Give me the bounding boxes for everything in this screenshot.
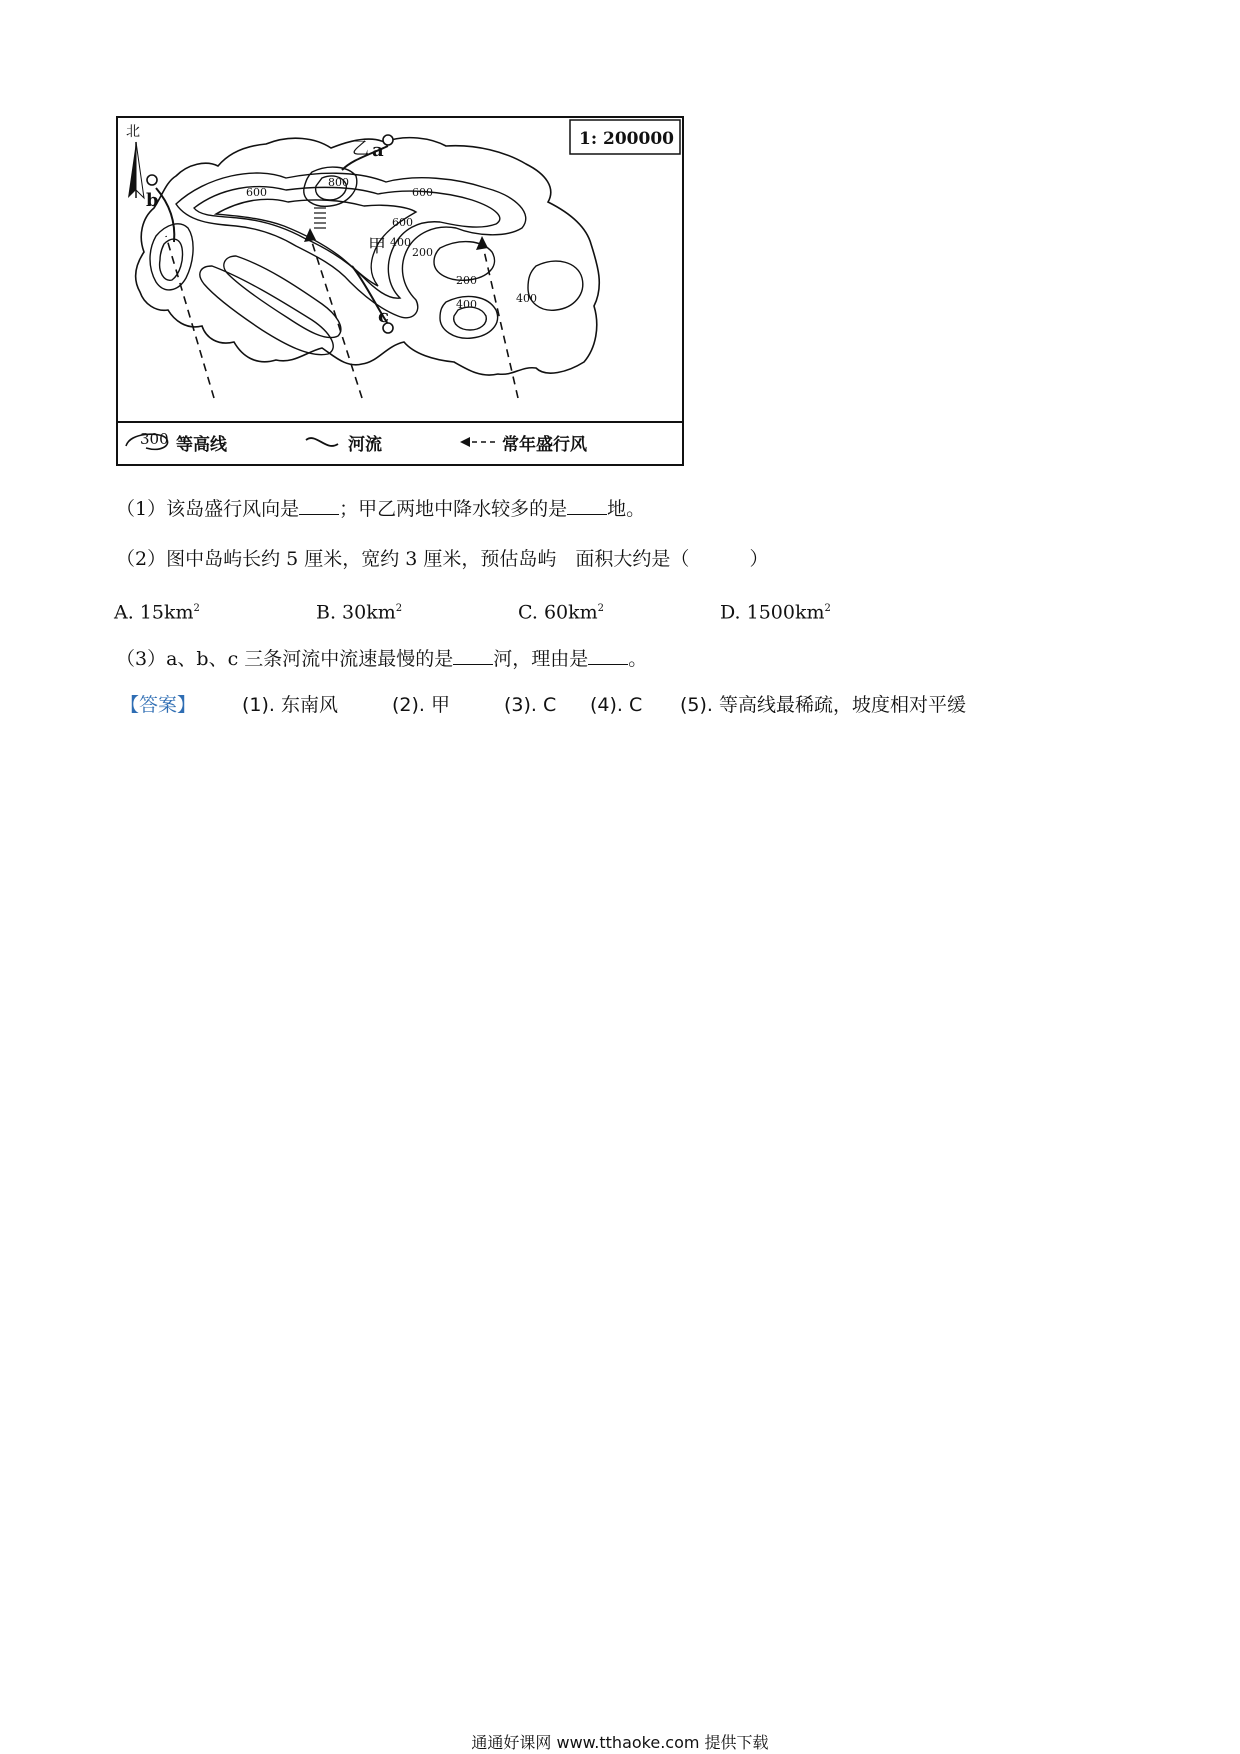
answer-blank[interactable] <box>453 646 493 665</box>
river-a-mouth <box>383 135 393 145</box>
question-3 <box>116 646 647 672</box>
legend-river-icon <box>306 438 338 446</box>
contour-label: 600 <box>246 186 267 199</box>
contour-lines <box>150 167 583 355</box>
choice-a-sup: 2 <box>193 603 200 614</box>
contour-label: 400 <box>390 236 411 249</box>
choice-c-sup: 2 <box>597 603 605 614</box>
question-2 <box>116 546 768 572</box>
answer-item: (4). C <box>590 694 643 716</box>
question-1-part1: （1）该岛盛行风向是 <box>116 498 300 520</box>
answer-item: (1). 东南风 <box>242 694 338 716</box>
question-2-text: （2）图中岛屿长约 5 厘米，宽约 3 厘米，预估岛屿 面积大约是（ <box>116 548 690 570</box>
river-b-label: b <box>146 190 159 211</box>
choice-a[interactable] <box>114 596 200 625</box>
question-3-part3: 。 <box>628 648 648 670</box>
page-footer: 通通好课网 www.tthaoke.com 提供下载 <box>471 1733 769 1752</box>
contour-value-labels <box>246 176 537 311</box>
question-3-part1: （3）a、b、c 三条河流中流速最慢的是 <box>116 648 454 670</box>
choice-d-text: D. 1500km <box>720 601 825 624</box>
choice-d[interactable] <box>720 596 831 625</box>
choice-c[interactable] <box>518 596 604 625</box>
choice-b-text: B. 30km <box>316 601 396 624</box>
legend-river-text: 河流 <box>348 435 382 455</box>
question-1-part2: ；甲乙两地中降水较多的是 <box>339 498 568 520</box>
choice-a-text: A. 15km <box>114 601 194 624</box>
question-3-part2: 河，理由是 <box>493 648 589 670</box>
north-arrow-icon <box>128 142 144 198</box>
north-label: 北 <box>126 124 140 140</box>
choice-b[interactable] <box>316 596 402 625</box>
scale-text: 1: 200000 <box>579 129 674 149</box>
answer-item: (5). 等高线最稀疏，坡度相对平缓 <box>680 694 966 716</box>
choice-c-text: C. 60km <box>518 601 598 624</box>
question-1 <box>116 496 645 522</box>
question-1-part3: 地。 <box>607 498 646 520</box>
answer-blank[interactable] <box>567 496 607 515</box>
answer-blank[interactable] <box>299 496 339 515</box>
answer-blank[interactable] <box>588 646 628 665</box>
answer-item: (3). C <box>504 694 557 716</box>
contour-map-figure <box>116 116 684 466</box>
choice-b-sup: 2 <box>395 603 403 614</box>
contour-label: 600 <box>392 216 413 229</box>
contour-label: 400 <box>516 292 537 305</box>
contour-label: 200 <box>456 274 477 287</box>
legend-contour-text: 等高线 <box>176 435 227 455</box>
river-b-mouth <box>147 175 157 185</box>
legend-wind-text: 常年盛行风 <box>502 435 587 455</box>
river-a-label: a <box>372 140 384 161</box>
contour-label: 600 <box>412 186 433 199</box>
place-yi-label: 乙 <box>352 139 369 159</box>
answer-item: (2). 甲 <box>392 694 450 716</box>
wind-lines <box>166 236 518 398</box>
map-legend <box>126 430 588 455</box>
choice-d-sup: 2 <box>824 603 831 614</box>
legend-contour-value: 300 <box>140 430 169 448</box>
contour-label: 400 <box>456 298 477 311</box>
contour-label: 200 <box>412 246 433 259</box>
answer-tag: 【答案】 <box>120 694 197 716</box>
answer-row <box>120 692 966 718</box>
place-jia-label: 甲 <box>368 236 386 257</box>
river-c-label: c <box>378 306 389 327</box>
contour-label: 800 <box>328 176 349 189</box>
question-2-close: ） <box>749 548 769 570</box>
slope-hatch <box>314 208 326 228</box>
legend-wind-arrow-icon <box>460 437 470 447</box>
contour-map-svg <box>116 116 684 466</box>
